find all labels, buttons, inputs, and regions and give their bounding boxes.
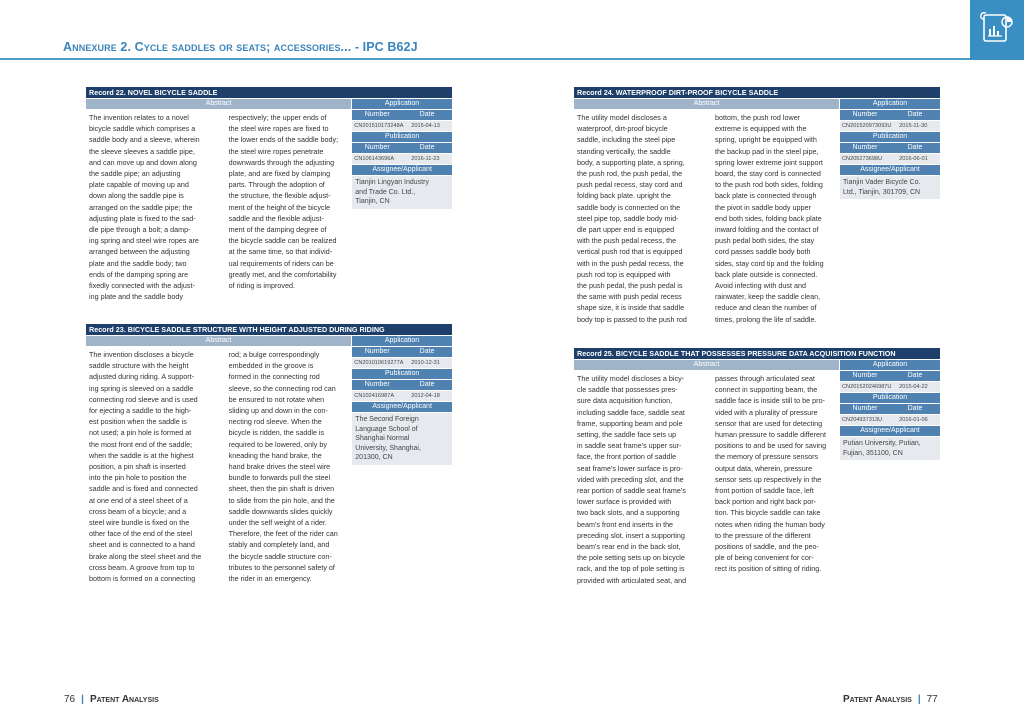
abstract-line: Therefore, the feet of the rider can	[228, 529, 338, 539]
application-panel	[840, 370, 940, 586]
abstract-line: The utility model discloses a	[577, 113, 667, 122]
abstract-line: down along the saddle pipe is	[89, 191, 184, 201]
abstract-line: seat frame's lower surface is pro-	[577, 463, 683, 473]
abstract-col-2	[229, 349, 353, 584]
abstract-line: parts. Through the adoption of	[228, 180, 325, 190]
date-label: Date	[907, 405, 923, 412]
abstract-header: Abstract	[574, 99, 839, 109]
abstract-line: respectively; the upper ends of	[228, 113, 327, 122]
abstract-line: greatly met, and the comfortability	[228, 269, 337, 279]
abstract-header: Abstract	[86, 99, 351, 109]
abstract-line: formed in the connecting rod	[228, 372, 320, 382]
abstract-line: kneading the hand brake, the	[228, 450, 322, 460]
abstract-line: sleeve, so the connecting rod can	[228, 383, 336, 393]
date-label: Date	[907, 111, 923, 118]
header-rule	[0, 58, 970, 60]
abstract-line: downwards through the adjusting	[228, 157, 335, 167]
abstract-line: embedded in the groove is	[228, 361, 314, 371]
abstract-line: bundle to forwards pull the steel	[228, 473, 331, 483]
abstract-line: with in the push pedal recess, the	[577, 258, 684, 268]
abstract-line: the saddle pipe; an adjusting	[89, 169, 181, 179]
abstract-line: brake along the steel sheet and the	[89, 551, 202, 561]
footer-label-right: Patent Analysis	[843, 694, 912, 705]
abstract-line: board, the stay cord is connected	[715, 169, 821, 179]
abstract-header: Abstract	[86, 336, 351, 346]
assignee-text	[352, 176, 452, 209]
abstract-line: Avoid infecting with dust and	[715, 281, 806, 291]
abstract-line: human pressure to saddle different	[715, 430, 826, 440]
date-label: Date	[907, 372, 923, 379]
abstract-line: beam's rear end in the back slot,	[577, 542, 681, 552]
abstract-line: push pedal recess, stay cord and	[577, 180, 683, 190]
abstract-col-2	[229, 112, 353, 302]
abstract-line: saddle face is inside still to be pro-	[715, 396, 825, 406]
abstract-line: the backup pad in the steel pipe,	[715, 146, 819, 156]
abstract-line: push pedal both sides, the stay	[715, 236, 815, 246]
abstract-line: shape size, it is inside that saddle	[577, 303, 685, 313]
abstract-line: when the saddle is at the highest	[89, 450, 194, 460]
abstract-line: plate capable of moving up and	[89, 180, 189, 190]
abstract-line: waterproof, dirt-proof bicycle	[577, 124, 668, 134]
abstract-line: vertical push rod that is equipped	[577, 247, 683, 257]
abstract-line: adjusted during riding. A support-	[89, 372, 195, 382]
abstract-line: reduce and clean the number of	[715, 303, 817, 313]
abstract-line: saddle downwards slides quickly	[228, 506, 333, 516]
assignee-line: Tianjin Vader Bicycle Co.	[843, 179, 921, 186]
abstract-line: the rider in an emergency.	[228, 574, 312, 584]
date-label: Date	[419, 144, 435, 151]
assignee-line: and Trade Co. Ltd.,	[355, 188, 416, 196]
abstract-line: cle saddle that possesses pres-	[577, 385, 678, 395]
abstract-line: at one end of a steel sheet of a	[89, 495, 188, 505]
abstract-line: lower surface is provided with	[577, 497, 672, 507]
record-title: Record 23. BICYCLE SADDLE STRUCTURE WITH HEIGHT ADJUSTED DURING RIDING	[86, 324, 452, 335]
abstract-line: ment of the damping degree of	[228, 225, 327, 235]
abstract-line: not used; a pin hole is formed at	[89, 428, 192, 438]
abstract-line: dle pipe through a bolt; a damp-	[89, 225, 191, 235]
app-number: CN201010619277A	[354, 360, 404, 366]
abstract-line: rect its position of sitting of riding.	[715, 564, 822, 574]
application-header: Application	[352, 99, 452, 109]
abstract-line: the sleeve sleeves a saddle pipe,	[89, 146, 195, 156]
abstract-line: the steel wire ropes penetrate	[228, 146, 324, 156]
abstract-line: saddle body is connected on the	[577, 202, 681, 212]
assignee-line: Shanghai Normal	[355, 435, 410, 443]
number-label: Number	[364, 111, 390, 118]
abstract-line: the bicycle saddle structure con-	[228, 551, 332, 561]
abstract-line: push rod top is equipped with	[577, 269, 671, 279]
abstract-line: under the self weight of a rider.	[228, 518, 327, 528]
abstract-line: setting, the saddle face sets up	[577, 430, 677, 440]
abstract-line: position, a pin shaft is inserted	[89, 462, 186, 472]
abstract-line: notes when riding the human body	[715, 519, 825, 529]
date-label: Date	[419, 381, 435, 388]
abstract-line: bicycle saddle which comprises a	[89, 124, 196, 134]
record-25	[574, 348, 940, 586]
abstract-line: arranged on the saddle pipe; the	[89, 202, 193, 212]
footer-label-left: Patent Analysis	[89, 694, 159, 705]
abstract-col-1	[89, 112, 217, 302]
app-date: 2015-04-13	[411, 123, 440, 129]
abstract-line: sensor sets up respectively in the	[715, 474, 822, 484]
record-title: Record 22. NOVEL BICYCLE SADDLE	[86, 87, 452, 98]
abstract-line: back plate is connected through	[715, 191, 817, 201]
abstract-col-2	[715, 112, 839, 325]
number-label: Number	[364, 348, 390, 355]
assignee-header: Assignee/Applicant	[840, 165, 940, 175]
abstract-line: steel pipe top, saddle body mid-	[577, 213, 679, 223]
abstract-line: the push pedal, the push pedal is	[577, 281, 683, 291]
abstract-line: saddle and the flexible adjust-	[228, 213, 324, 223]
abstract-line: the same with push pedal recess	[577, 292, 682, 302]
abstract-line: end both sides, folding back plate	[715, 213, 822, 223]
abstract-line: the bicycle saddle can be realized	[228, 236, 337, 246]
abstract-line: into the pin hole to position the	[89, 473, 187, 483]
abstract-line: body, a supporting plate, a spring,	[577, 157, 685, 167]
publication-header: Publication	[352, 132, 452, 142]
assignee-line: Tianjin Lingyan Industry	[355, 179, 429, 186]
abstract-line: spring lower extreme joint support	[715, 157, 823, 167]
abstract-line: face, the front portion of saddle	[577, 452, 677, 462]
record-title: Record 24. WATERPROOF DIRT-PROOF BICYCLE SADDLE	[574, 87, 940, 98]
footer-separator: |	[81, 694, 84, 705]
abstract-line: rainwater, keep the saddle clean,	[715, 292, 821, 302]
abstract-line: ple of being convenient for cor-	[715, 553, 814, 563]
number-label: Number	[852, 144, 878, 151]
abstract-line: fixedly connected with the adjust-	[89, 281, 195, 291]
abstract-line: dle part upper end is equipped	[577, 225, 675, 235]
pub-date: 2016-11-23	[411, 156, 440, 162]
number-label: Number	[852, 111, 878, 118]
abstract-line: adjusting plate is fixed to the sad-	[89, 213, 196, 223]
abstract-line: of riding is improved.	[228, 281, 295, 291]
assignee-header: Assignee/Applicant	[840, 426, 940, 436]
pub-date: 2016-06-01	[899, 156, 928, 162]
assignee-line: 201300, CN	[355, 454, 393, 462]
app-number: CN201520973093U	[842, 123, 892, 129]
assignee-line: Tianjin, CN	[355, 198, 390, 206]
abstract-line: ment of the height of the bicycle	[228, 202, 331, 212]
abstract-line: arranged between the adjusting	[89, 247, 190, 257]
assignee-text	[840, 437, 940, 460]
date-label: Date	[907, 144, 923, 151]
abstract-line: necting rod sleeve. When the	[228, 417, 322, 427]
abstract-line: in saddle seat frame's upper sur-	[577, 441, 682, 451]
abstract-line: The utility model discloses a bicy-	[577, 374, 685, 383]
app-number: CN201510173248A	[354, 123, 404, 129]
pub-number: CN102416987A	[354, 393, 395, 399]
number-label: Number	[364, 381, 390, 388]
abstract-line: beam's front end inserts in the	[577, 519, 674, 529]
record-22	[86, 87, 452, 302]
abstract-line: steel wire bundle is fixed on the	[89, 518, 190, 528]
abstract-line: tributes to the personnel safety of	[228, 562, 335, 572]
abstract-line: times, prolong the life of saddle.	[715, 314, 817, 324]
abstract-col-1	[577, 373, 703, 586]
abstract-line: ual requirements of riders can be	[228, 258, 334, 268]
abstract-line: the pivot in saddle body upper	[715, 202, 811, 212]
abstract-header: Abstract	[574, 360, 839, 370]
abstract-line: provided with articulated seat, and	[577, 575, 687, 585]
pub-number: CN205273698U	[842, 156, 883, 162]
assignee-line: Fujian, 351100, CN	[843, 449, 903, 457]
abstract-col-1	[89, 349, 217, 584]
abstract-line: plate, and are fixed by clamping	[228, 169, 331, 179]
abstract-line: sure data acquisition function,	[577, 396, 673, 406]
abstract-line: saddle body and a sleeve, wherein	[89, 135, 200, 145]
abstract-line: positions of saddle, and the peo-	[715, 542, 819, 552]
abstract-line: inward folding and the contact of	[715, 225, 819, 235]
abstract-line: hand brake drives the steel wire	[228, 462, 331, 472]
abstract-line: back plate outside is connected.	[715, 269, 818, 279]
abstract-line: rod; a bulge correspondingly	[228, 350, 320, 359]
pub-number: CN204937313U	[842, 417, 883, 423]
date-label: Date	[419, 111, 435, 118]
abstract-line: plate and the saddle body; two	[89, 258, 187, 268]
abstract-line: including saddle face, saddle seat	[577, 407, 685, 417]
application-header: Application	[352, 336, 452, 346]
abstract-col-2	[715, 373, 839, 586]
assignee-line: Putian University, Putian,	[843, 440, 921, 447]
abstract-line: The invention discloses a bicycle	[89, 350, 194, 359]
abstract-line: positions to and be used for saving	[715, 441, 827, 451]
page-number-left: 76	[64, 694, 76, 705]
abstract-line: sensor that are used for detecting	[715, 418, 823, 428]
abstract-line: ing spring and steel wire ropes are	[89, 236, 199, 246]
application-panel	[352, 109, 452, 302]
abstract-line: bottom, the push rod lower	[715, 113, 801, 122]
footer-left	[64, 694, 159, 705]
assignee-line: The Second Foreign	[355, 416, 419, 423]
abstract-line: and can move up and down along	[89, 157, 197, 167]
abstract-line: back portion and right back por-	[715, 497, 817, 507]
app-date: 2015-04-22	[899, 384, 928, 390]
app-date: 2015-11-30	[899, 123, 928, 129]
abstract-line: with the push pedal recess, the	[577, 236, 677, 246]
abstract-line: vided with preceding slot, and the	[577, 474, 684, 484]
abstract-line: extreme is equipped with the	[715, 124, 807, 134]
abstract-line: stably and completely land, and	[228, 540, 330, 550]
abstract-line: the pole setting sets up on bicycle	[577, 553, 685, 563]
abstract-line: folding back plate. upright the	[577, 191, 671, 201]
assignee-text	[352, 413, 452, 465]
pub-number: CN106143696A	[354, 156, 395, 162]
abstract-line: the structure, the flexible adjust-	[228, 191, 331, 201]
footer-separator: |	[917, 694, 921, 705]
annexure-title: Annexure 2. Cycle saddles or seats; accessories... - IPC B62J	[63, 40, 418, 54]
assignee-header: Assignee/Applicant	[352, 165, 452, 175]
abstract-line: ing plate and the saddle body	[89, 292, 183, 302]
app-number: CN201520246987U	[842, 384, 892, 390]
abstract-line: saddle structure with the height	[89, 361, 189, 371]
abstract-line: tion. This bicycle saddle can take	[715, 508, 821, 518]
abstract-line: passes through articulated seat	[715, 374, 815, 383]
assignee-line: Ltd., Tianjin, 301709, CN	[843, 188, 921, 196]
abstract-line: connecting rod sleeve and is used	[89, 394, 198, 404]
abstract-line: front portion of saddle face, left	[715, 486, 814, 496]
document-chart-icon	[979, 12, 1015, 46]
abstract-line: bottom is formed on a connecting	[89, 574, 196, 584]
abstract-line: ing spring is sleeved on a saddle	[89, 383, 194, 393]
abstract-line: the lower ends of the saddle body;	[228, 135, 339, 145]
abstract-line: saddle and is fixed and connected	[89, 484, 198, 494]
pub-date: 2012-04-18	[411, 393, 440, 399]
assignee-line: University, Shanghai,	[355, 444, 421, 452]
publication-header: Publication	[352, 369, 452, 379]
abstract-line: preceding slot, insert a supporting	[577, 530, 685, 540]
abstract-line: to slide from the pin hole, and the	[228, 495, 335, 505]
publication-header: Publication	[840, 132, 940, 142]
abstract-line: sheet, then the pin shaft is driven	[228, 484, 335, 494]
abstract-line: cord passes saddle body both	[715, 247, 811, 257]
application-panel	[352, 346, 452, 584]
abstract-line: two back slots, and a supporting	[577, 508, 680, 518]
abstract-line: sides, stay cord tip and the folding	[715, 258, 824, 268]
abstract-line: rear portion of saddle seat frame's	[577, 486, 686, 496]
record-23	[86, 324, 452, 584]
abstract-line: required to be lowered, only by	[228, 439, 327, 449]
abstract-line: spring, upright be equipped with	[715, 135, 817, 145]
abstract-line: the push rod, the push pedal, the	[577, 169, 683, 179]
abstract-line: for ejecting a saddle to the high-	[89, 406, 192, 416]
abstract-line: body top is passed to the push rod	[577, 314, 687, 324]
abstract-line: to the pressure of the different	[715, 530, 811, 540]
footer-right	[843, 694, 938, 705]
abstract-line: saddle, including the steel pipe	[577, 135, 676, 145]
page-number-right: 77	[926, 694, 938, 705]
assignee-header: Assignee/Applicant	[352, 402, 452, 412]
date-label: Date	[419, 348, 435, 355]
abstract-line: standing vertically, the saddle	[577, 146, 671, 156]
application-header: Application	[840, 360, 940, 370]
abstract-line: be ensured to not rotate when	[228, 394, 325, 404]
assignee-line: Language School of	[355, 425, 418, 433]
abstract-line: the most front end of the saddle;	[89, 439, 193, 449]
number-label: Number	[364, 144, 390, 151]
abstract-line: vided with a plurality of pressure	[715, 407, 818, 417]
abstract-line: frame, supporting beam and pole	[577, 418, 683, 428]
abstract-col-1	[577, 112, 703, 325]
abstract-line: connect in supporting beam, the	[715, 385, 818, 395]
abstract-line: bicycle is ridden, the saddle is	[228, 428, 325, 438]
abstract-line: sheet and is connected to a hand	[89, 540, 195, 550]
abstract-line: ends of the damping spring are	[89, 269, 189, 279]
abstract-line: rack, and the top of pole setting is	[577, 564, 685, 574]
abstract-line: cross beam of a bicycle; and a	[89, 506, 187, 516]
pub-date: 2016-01-06	[899, 417, 928, 423]
abstract-line: other face of the end of the steel	[89, 529, 193, 539]
application-panel	[840, 109, 940, 325]
application-header: Application	[840, 99, 940, 109]
abstract-line: the steel wire ropes are fixed to	[228, 124, 329, 134]
abstract-line: the memory of pressure sensors	[715, 452, 819, 462]
abstract-line: The invention relates to a novel	[89, 113, 189, 122]
report-logo	[970, 0, 1024, 60]
abstract-line: est position when the saddle is	[89, 417, 187, 427]
abstract-line: sliding up and down in the con-	[228, 406, 328, 416]
number-label: Number	[852, 372, 878, 379]
abstract-line: cross beam. A groove from top to	[89, 562, 195, 572]
publication-header: Publication	[840, 393, 940, 403]
number-label: Number	[852, 405, 878, 412]
record-24	[574, 87, 940, 325]
abstract-line: to the push rod both sides, folding	[715, 180, 823, 190]
abstract-line: output data, wherein, pressure	[715, 463, 813, 473]
assignee-text	[840, 176, 940, 199]
abstract-line: at the same time, so that individ-	[228, 247, 333, 257]
app-date: 2010-12-31	[411, 360, 440, 366]
record-title: Record 25. BICYCLE SADDLE THAT POSSESSES PRESSURE DATA ACQUISITION FUNCTION	[574, 348, 940, 359]
